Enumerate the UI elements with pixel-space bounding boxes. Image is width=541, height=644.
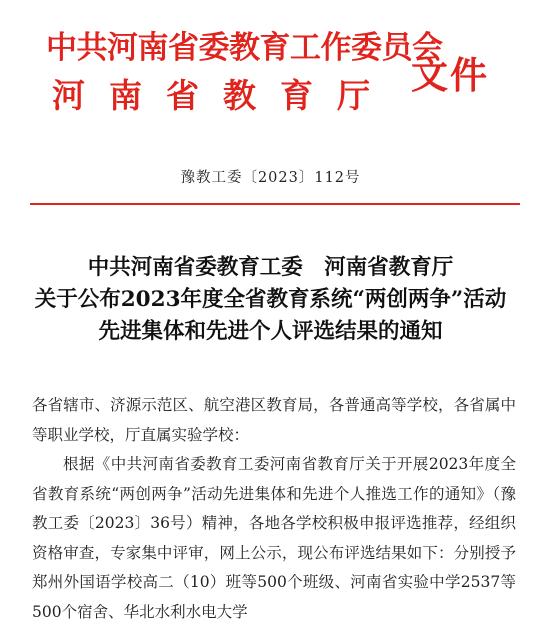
addressee-paragraph: 各省辖市、济源示范区、航空港区教育局，各普通高等学校，各省属中等职业学校，厅直属实验学校： — [32, 396, 516, 444]
notice-title-line-3: 先进集体和先进个人评选结果的通知 — [98, 319, 443, 344]
body-paragraph: 根据《中共河南省委教育工委河南省教育厅关于开展2023年度全省教育系统“两创两争”活动先进集体和先进个人推选工作的通知》（豫教工委〔2023〕36号）精神，各地各学校积极申报评选推荐，经组织资格审查，专家集中评审，网上公示，现公布评选结果如下：分别授予郑州外国语学校高二（10）班等500个班级、河南省实验中学2537等500个宿舍、华北水利水电大学 — [32, 455, 516, 621]
notice-body — [32, 391, 516, 627]
issuer-name-party-committee: 中共河南省委教育工作委员会 — [46, 30, 443, 66]
document-number: 豫教工委〔2023〕112号 — [180, 170, 361, 186]
document-masthead — [0, 0, 541, 130]
red-separator-line — [30, 203, 520, 205]
issuer-name-education-department: 河南省教育厅 — [52, 76, 394, 115]
notice-title — [0, 252, 541, 348]
notice-title-line-1: 中共河南省委教育工委 河南省教育厅 — [87, 255, 454, 280]
document-label: 文件 — [411, 53, 489, 97]
notice-title-line-2: 关于公布2023年度全省教育系统“两创两争”活动 — [34, 287, 507, 312]
